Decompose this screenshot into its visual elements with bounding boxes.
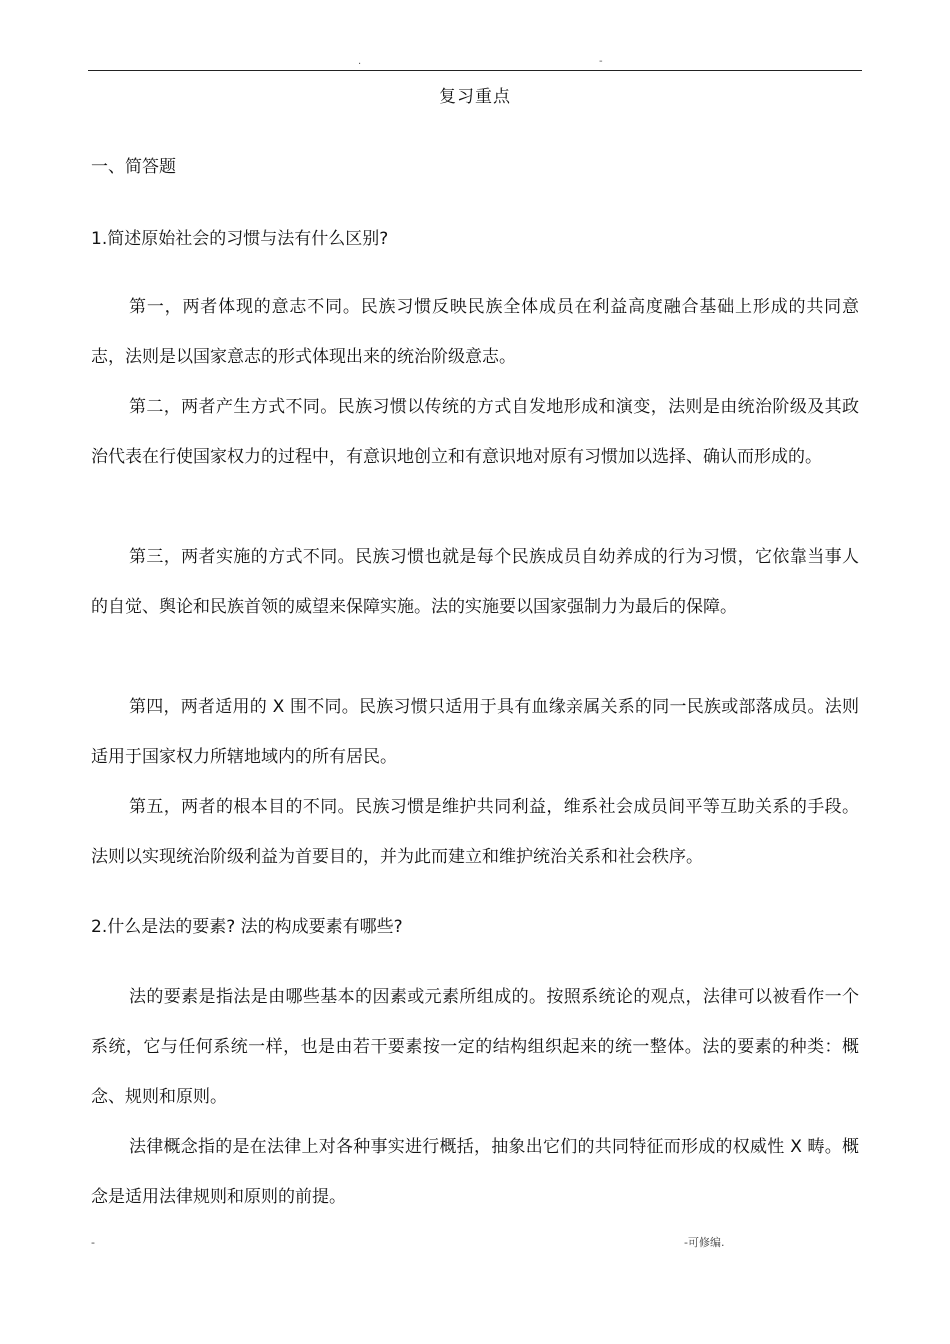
q2-answer-paragraph: 法律概念指的是在法律上对各种事实进行概括，抽象出它们的共同特征而形成的权威性 X 畴。概念是适用法律规则和原则的前提。 [91, 1137, 859, 1207]
q1-answer-paragraph: 第二，两者产生方式不同。民族习惯以传统的方式自发地形成和演变，法则是由统治阶级及其政治代表在行使国家权力的过程中，有意识地创立和有意识地对原有习惯加以选择、确认而形成的。 [91, 397, 859, 467]
header-mark-left: . [358, 56, 362, 67]
footer-mark-left: - [91, 1236, 95, 1249]
q1-answer-paragraph: 第三，两者实施的方式不同。民族习惯也就是每个民族成员自幼养成的行为习惯，它依靠当事人的自觉、舆论和民族首领的威望来保障实施。法的实施要以国家强制力为最后的保障。 [91, 547, 859, 617]
footer-editable-note: -可修编. [684, 1236, 725, 1249]
q1-answer-paragraph: 第一，两者体现的意志不同。民族习惯反映民族全体成员在利益高度融合基础上形成的共同意志，法则是以国家意志的形式体现出来的统治阶级意志。 [91, 297, 859, 367]
header-rule [88, 70, 862, 71]
q1-answer-paragraph: 第五，两者的根本目的不同。民族习惯是维护共同利益，维系社会成员间平等互助关系的手段。法则以实现统治阶级利益为首要目的，并为此而建立和维护统治关系和社会秩序。 [91, 797, 859, 867]
question-1: 1.简述原始社会的习惯与法有什么区别? [91, 229, 389, 249]
document-title: 复习重点 [439, 87, 511, 107]
q2-answer-paragraph: 法的要素是指法是由哪些基本的因素或元素所组成的。按照系统论的观点，法律可以被看作一个系统，它与任何系统一样，也是由若干要素按一定的结构组织起来的统一整体。法的要素的种类：概念、规则和原则。 [91, 987, 859, 1107]
header-mark-right: - [599, 56, 603, 67]
question-2: 2.什么是法的要素? 法的构成要素有哪些? [91, 917, 403, 937]
q1-answer-paragraph: 第四，两者适用的 X 围不同。民族习惯只适用于具有血缘亲属关系的同一民族或部落成员。法则适用于国家权力所辖地域内的所有居民。 [91, 697, 859, 767]
section-heading: 一、简答题 [91, 157, 176, 177]
